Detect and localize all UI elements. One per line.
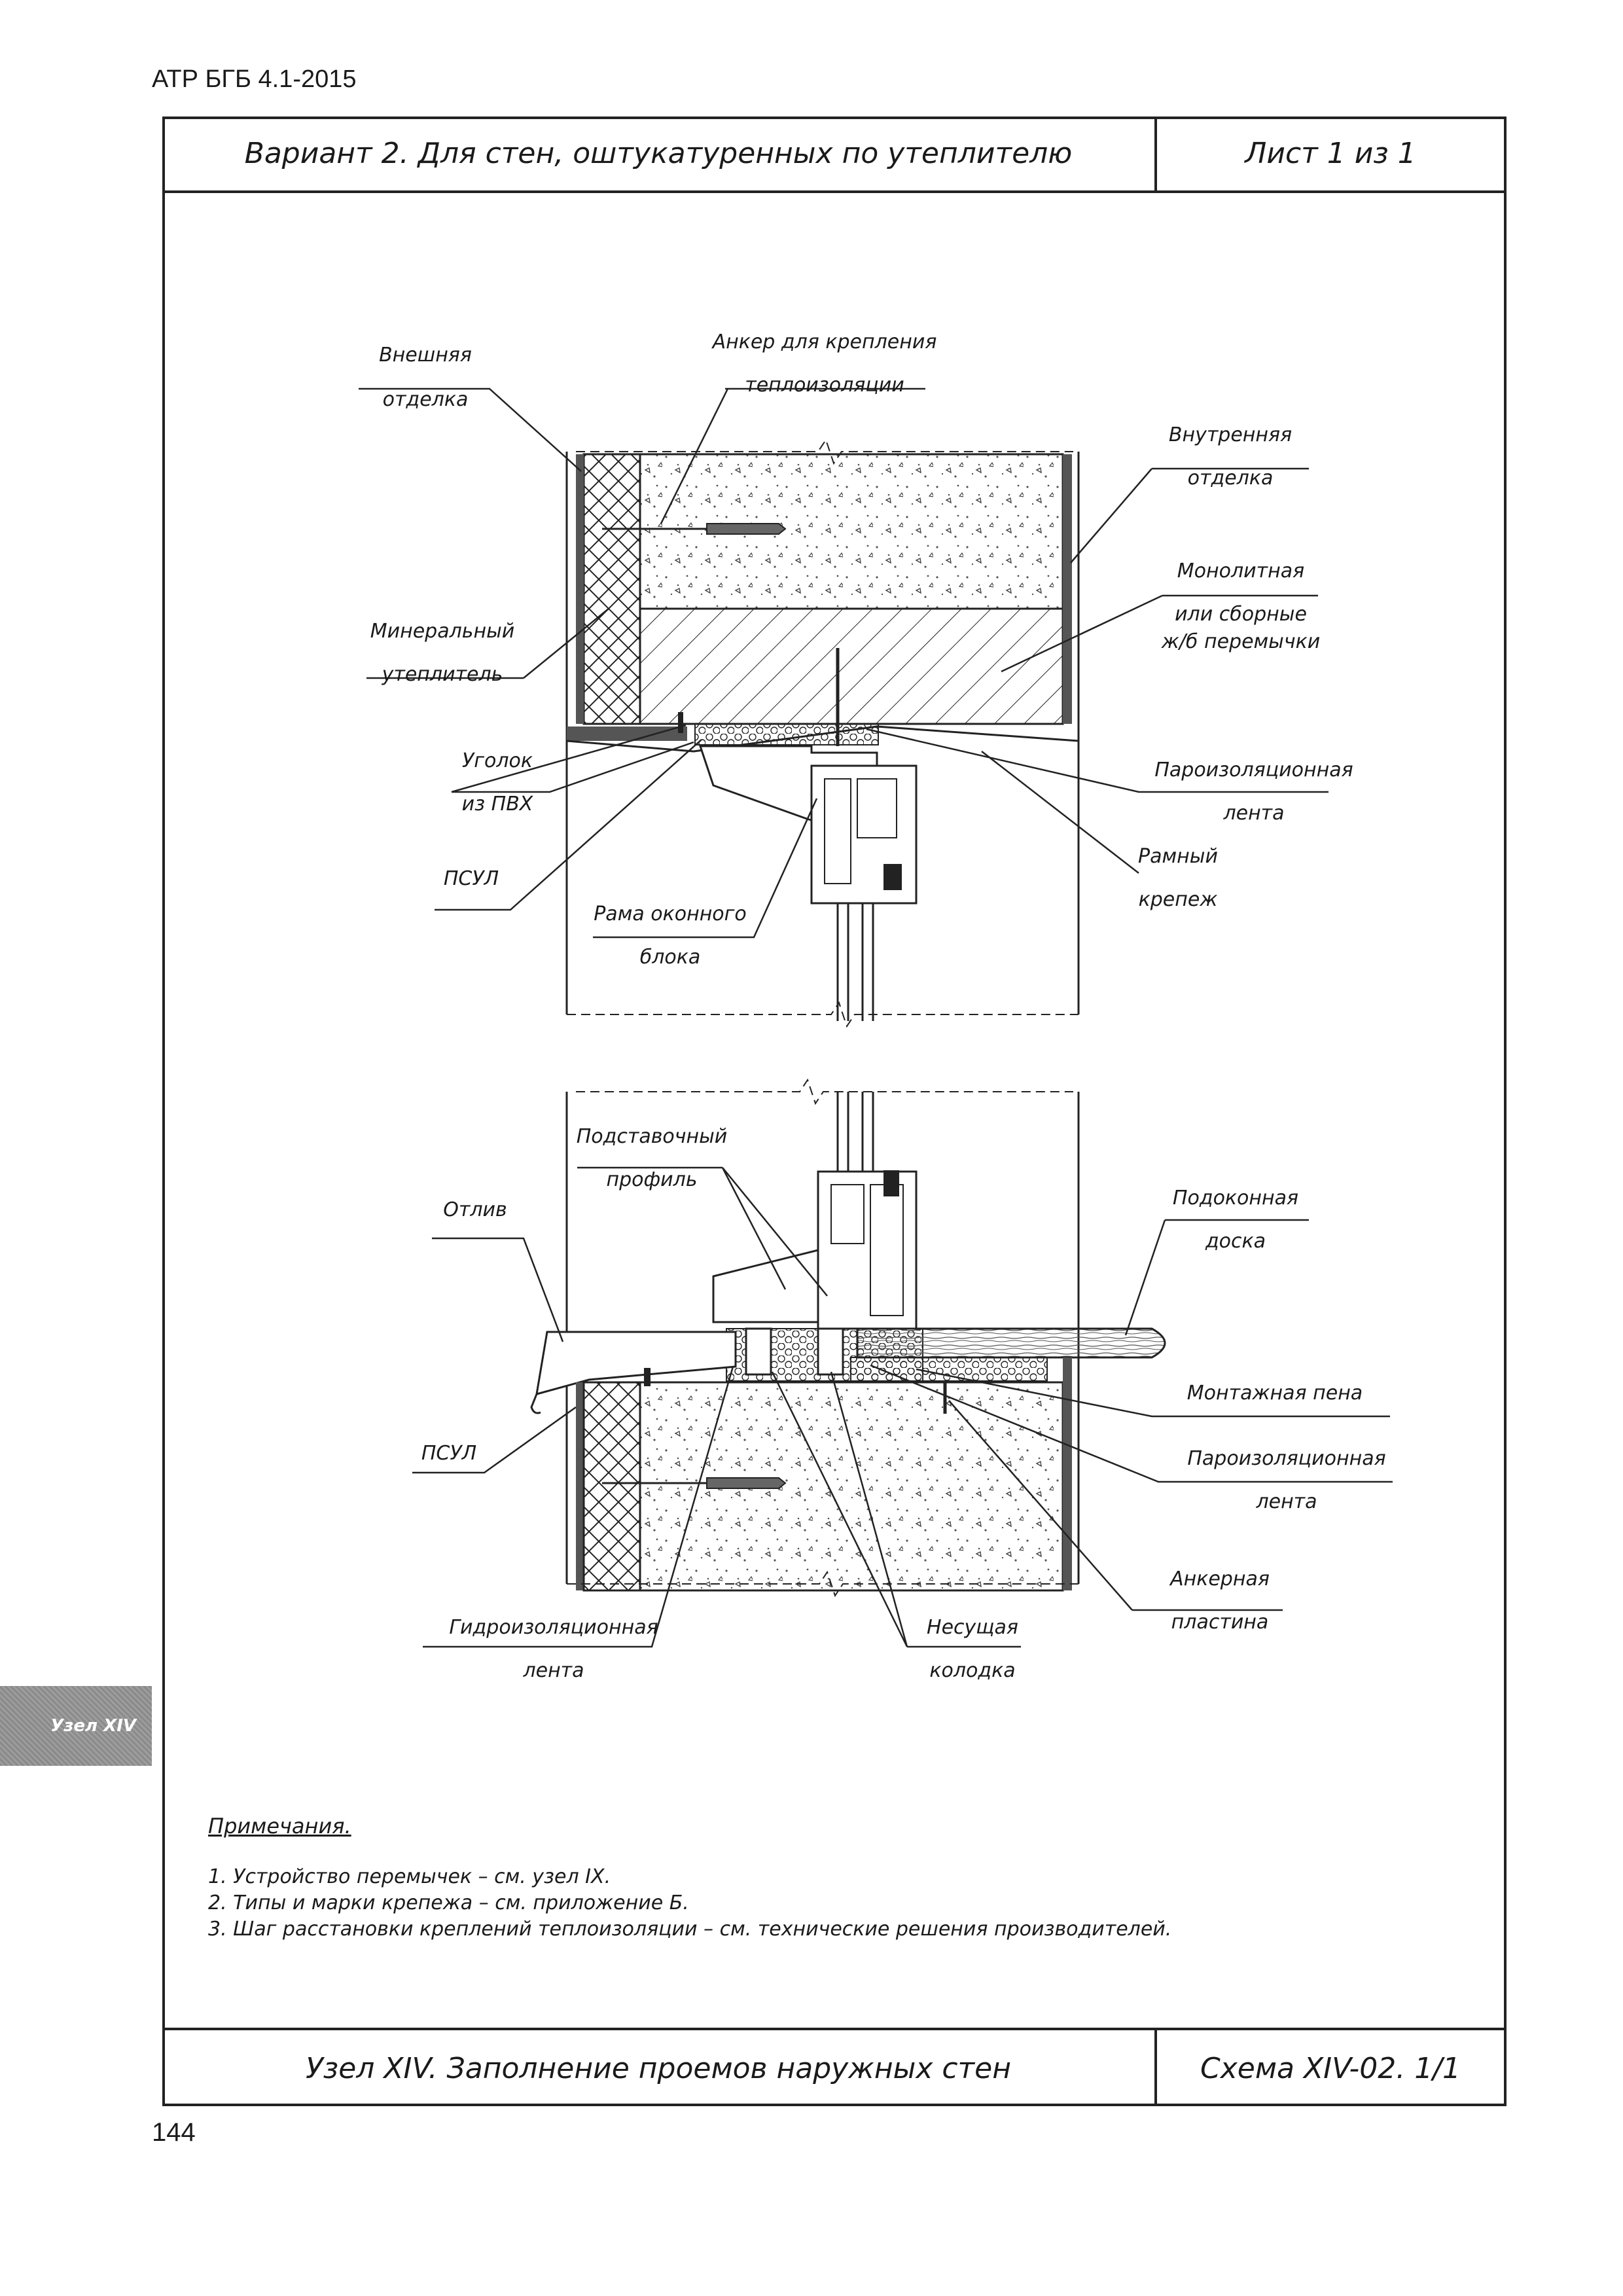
top-section	[567, 440, 1079, 1026]
label-mineral-1: Минеральный	[370, 620, 515, 643]
masonry-bottom	[640, 1382, 1063, 1590]
sill-board	[857, 1329, 1165, 1357]
label-frame-fastener-2: крепеж	[1138, 888, 1218, 911]
document-code: АТР БГБ 4.1-2015	[152, 65, 357, 93]
label-anchor-1: Анкер для крепления	[712, 331, 937, 353]
label-stand-profile-2: профиль	[606, 1168, 698, 1191]
label-outer-finish-1: Внешняя	[379, 344, 472, 367]
label-waterproof-2: лента	[523, 1659, 584, 1682]
note-item: 1. Устройство перемычек – см. узел IX.	[208, 1865, 611, 1888]
side-tab-label: Узел XIV	[50, 1716, 136, 1736]
label-vapor-top-1: Пароизоляционная	[1154, 759, 1353, 781]
inner-finish-bottom	[1063, 1357, 1072, 1590]
note-item: 2. Типы и марки крепежа – см. приложение Б.	[208, 1892, 689, 1914]
label-lintel-3: ж/б перемычки	[1161, 630, 1321, 653]
sheet-number: Лист 1 из 1	[1245, 137, 1416, 170]
label-mineral-2: утеплитель	[382, 663, 503, 686]
label-support-block-2: колодка	[929, 1659, 1016, 1682]
label-sill-board-2: доска	[1205, 1230, 1266, 1253]
label-window-frame-1: Рама оконного	[594, 903, 747, 925]
label-vapor-bottom-2: лента	[1256, 1490, 1317, 1513]
label-psul-top: ПСУЛ	[443, 867, 499, 890]
label-pvc-corner-2: из ПВХ	[461, 793, 533, 816]
label-waterproof-1: Гидроизоляционная	[449, 1616, 658, 1639]
bottom-section	[531, 1080, 1165, 1596]
label-anchor-plate-1: Анкерная	[1170, 1568, 1270, 1590]
label-lintel-2: или сборные	[1175, 603, 1307, 626]
scheme-number: Схема XIV-02. 1/1	[1200, 2051, 1461, 2085]
label-outer-finish-2: отделка	[382, 388, 469, 411]
inner-finish-top	[1063, 454, 1072, 724]
support-block	[746, 1329, 771, 1374]
label-lintel-1: Монолитная	[1177, 560, 1305, 583]
label-window-frame-2: блока	[639, 946, 701, 969]
notes-block	[208, 1813, 1171, 1943]
outer-plaster-top	[576, 454, 584, 724]
label-frame-fastener-1: Рамный	[1138, 845, 1218, 868]
lintel-concrete	[640, 609, 1063, 724]
mineral-insulation-top	[584, 454, 640, 724]
note-item: 3. Шаг расстановки креплений теплоизоляции – см. технические решения производителей.	[208, 1918, 1172, 1941]
label-anchor-plate-2: пластина	[1171, 1611, 1269, 1634]
page-number: 144	[152, 2118, 196, 2147]
outer-plaster-bottom	[576, 1382, 584, 1590]
frame-profile-bottom	[818, 1172, 916, 1329]
label-inner-finish-2: отделка	[1187, 467, 1274, 490]
label-drip: Отлив	[443, 1198, 507, 1221]
stand-profile	[713, 1250, 818, 1322]
label-inner-finish-1: Внутренняя	[1168, 423, 1293, 446]
label-vapor-top-2: лента	[1223, 802, 1285, 825]
masonry-top	[640, 454, 1063, 609]
label-support-block-1: Несущая	[927, 1616, 1018, 1639]
sheet-title: Вариант 2. Для стен, оштукатуренных по утеплителю	[162, 117, 1157, 190]
mineral-insulation-bottom	[584, 1382, 640, 1590]
label-anchor-2: теплоизоляции	[745, 374, 904, 397]
label-psul-bottom: ПСУЛ	[421, 1442, 477, 1465]
section-side-tab[interactable]	[0, 1686, 152, 1766]
node-title: Узел XIV. Заполнение проемов наружных стен	[162, 2030, 1157, 2106]
label-vapor-bottom-1: Пароизоляционная	[1187, 1447, 1386, 1470]
label-mounting-foam: Монтажная пена	[1186, 1382, 1363, 1405]
title-block-footer	[162, 2028, 1507, 2106]
label-pvc-corner-1: Уголок	[461, 749, 533, 772]
notes-title: Примечания.	[208, 1814, 351, 1839]
label-stand-profile-1: Подставочный	[576, 1125, 728, 1148]
foam-top	[695, 724, 878, 745]
label-sill-board-1: Подоконная	[1172, 1187, 1299, 1210]
